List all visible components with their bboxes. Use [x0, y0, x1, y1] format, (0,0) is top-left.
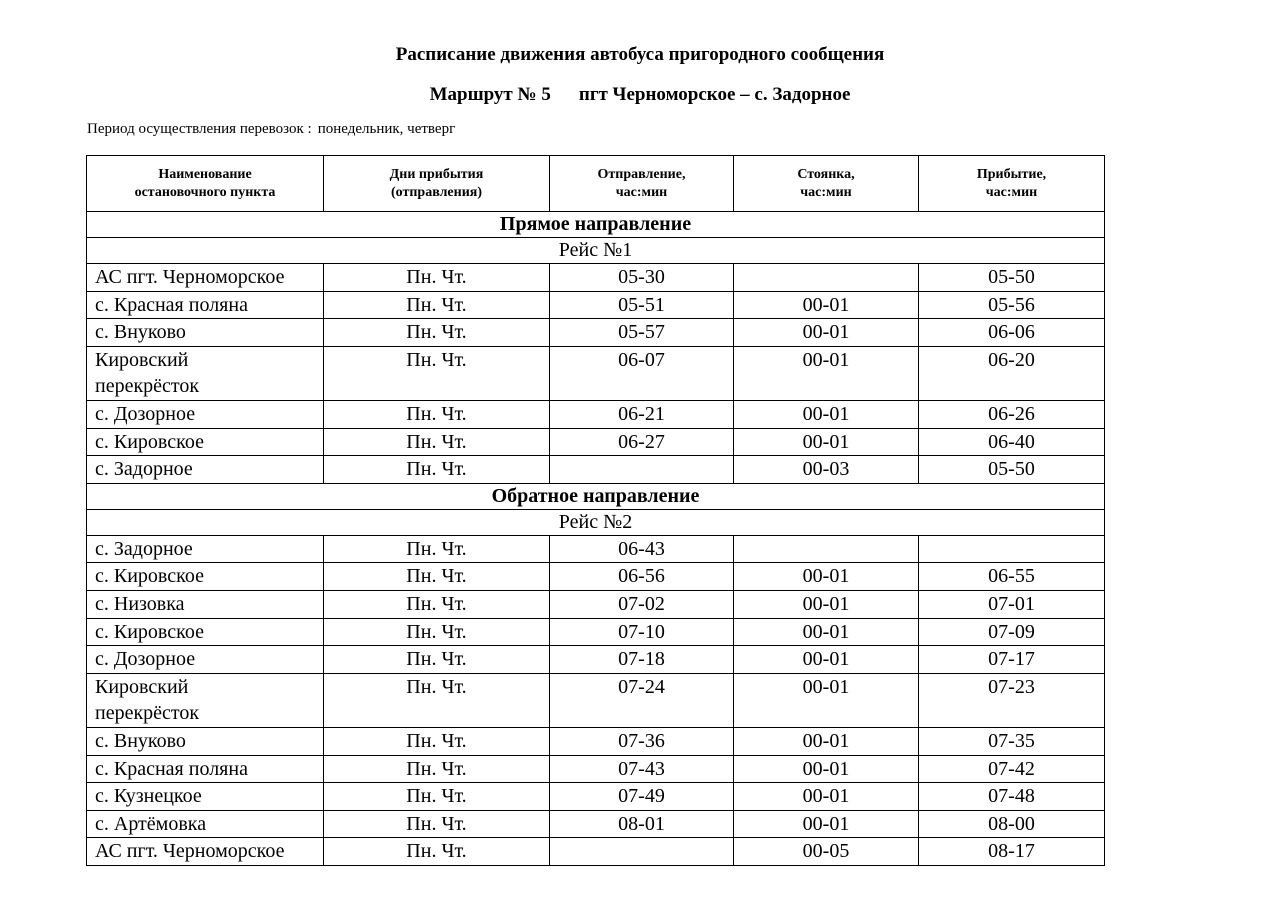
- departure-cell: 07-24: [550, 673, 734, 727]
- departure-cell: 07-49: [550, 783, 734, 811]
- stop-name-cell: [87, 755, 324, 783]
- header-text: Наименование: [158, 166, 252, 182]
- table-row: [87, 400, 1105, 428]
- stop-time-cell: 00-01: [734, 346, 919, 400]
- arrival-cell: 06-40: [919, 428, 1105, 456]
- arrival-cell: 05-56: [919, 291, 1105, 319]
- stop-name: с. Дозорное: [95, 402, 196, 425]
- arrival-cell: 08-00: [919, 810, 1105, 838]
- departure-cell: 06-21: [550, 400, 734, 428]
- stop-name-cell: [87, 456, 324, 484]
- stop-name-cell: [87, 810, 324, 838]
- stop-name: с. Задорное: [95, 537, 193, 560]
- days-cell: Пн. Чт.: [324, 400, 550, 428]
- departure-cell: 07-36: [550, 727, 734, 755]
- arrival-cell: 07-35: [919, 727, 1105, 755]
- stop-time-cell: 00-01: [734, 319, 919, 347]
- stop-name: с. Кировское: [95, 430, 204, 453]
- stop-time-cell: 00-01: [734, 810, 919, 838]
- table-row: [87, 535, 1105, 563]
- stop-name: АС пгт. Черноморское: [95, 840, 285, 863]
- direction-row: [87, 483, 1105, 509]
- table-row: [87, 727, 1105, 755]
- direction-label: Обратное направление: [87, 483, 1105, 509]
- arrival-cell: [919, 535, 1105, 563]
- departure-cell: [550, 838, 734, 866]
- arrival-cell: 05-50: [919, 456, 1105, 484]
- days-cell: Пн. Чт.: [324, 563, 550, 591]
- stop-time-cell: 00-03: [734, 456, 919, 484]
- header-text: (отправления): [390, 184, 483, 200]
- table-row: [87, 783, 1105, 811]
- days-cell: Пн. Чт.: [324, 810, 550, 838]
- stop-time-cell: [734, 264, 919, 292]
- stop-name: с. Низовка: [95, 592, 185, 615]
- table-row: [87, 319, 1105, 347]
- stop-name: с. Внуково: [95, 729, 186, 752]
- stop-name: с. Красная поляна: [95, 757, 248, 780]
- table-row: [87, 456, 1105, 484]
- period-value: понедельник, четверг: [317, 121, 456, 137]
- header-departure: [550, 156, 734, 212]
- table-row: [87, 291, 1105, 319]
- table-row: [87, 618, 1105, 646]
- table-row: [87, 755, 1105, 783]
- stop-name-cell: [87, 264, 324, 292]
- stop-name-cell: [87, 291, 324, 319]
- header-text: час:мин: [800, 184, 852, 200]
- days-cell: Пн. Чт.: [324, 346, 550, 400]
- departure-cell: 06-43: [550, 535, 734, 563]
- arrival-cell: 07-23: [919, 673, 1105, 727]
- stop-name-cell: [87, 727, 324, 755]
- stop-name: с. Красная поляна: [95, 293, 248, 316]
- stop-time-cell: [734, 535, 919, 563]
- days-cell: Пн. Чт.: [324, 838, 550, 866]
- days-cell: Пн. Чт.: [324, 264, 550, 292]
- header-text: час:мин: [985, 184, 1038, 200]
- stop-time-cell: 00-01: [734, 783, 919, 811]
- stop-name: АС пгт. Черноморское: [95, 266, 285, 288]
- route-name: пгт Черноморское – с. Задорное: [578, 84, 851, 105]
- trip-row: [87, 238, 1105, 264]
- arrival-cell: 07-48: [919, 783, 1105, 811]
- days-cell: Пн. Чт.: [324, 428, 550, 456]
- stop-name-cell: [87, 346, 324, 400]
- stop-name: с. Артёмовка: [95, 812, 207, 835]
- header-stop-time: [734, 156, 919, 212]
- stop-time-cell: 00-01: [734, 400, 919, 428]
- days-cell: Пн. Чт.: [324, 618, 550, 646]
- direction-row: [87, 212, 1105, 238]
- departure-cell: 07-02: [550, 590, 734, 618]
- table-row: [87, 264, 1105, 292]
- stop-name: Кировский: [95, 675, 189, 698]
- stop-name-cell: [87, 535, 324, 563]
- header-arrival: [919, 156, 1105, 212]
- header-text: Стоянка,: [797, 166, 855, 182]
- stop-name: перекрёсток: [95, 375, 200, 398]
- departure-cell: 08-01: [550, 810, 734, 838]
- stop-name: с. Задорное: [95, 458, 193, 481]
- header-row: [87, 156, 1105, 212]
- route-number: Маршрут № 5: [429, 84, 551, 105]
- stop-name-cell: [87, 783, 324, 811]
- departure-cell: 06-27: [550, 428, 734, 456]
- stop-time-cell: 00-01: [734, 590, 919, 618]
- stop-name-cell: [87, 618, 324, 646]
- stop-name: Кировский: [95, 348, 189, 371]
- days-cell: Пн. Чт.: [324, 319, 550, 347]
- stop-name-cell: [87, 563, 324, 591]
- stop-name: перекрёсток: [95, 702, 200, 725]
- arrival-cell: 06-06: [919, 319, 1105, 347]
- table-row: [87, 673, 1105, 727]
- table-row: [87, 346, 1105, 400]
- stop-name-cell: [87, 838, 324, 866]
- trip-label: Рейс №1: [87, 238, 1105, 264]
- departure-cell: 05-57: [550, 319, 734, 347]
- document-title: Расписание движения автобуса пригородного сообщения: [395, 44, 885, 65]
- header-stop-name: [87, 156, 324, 212]
- trip-row: [87, 509, 1105, 535]
- departure-cell: 06-07: [550, 346, 734, 400]
- arrival-cell: 07-42: [919, 755, 1105, 783]
- stop-time-cell: 00-01: [734, 727, 919, 755]
- stop-name-cell: [87, 673, 324, 727]
- stop-time-cell: 00-01: [734, 428, 919, 456]
- direction-label: Прямое направление: [87, 212, 1105, 238]
- arrival-cell: 07-17: [919, 646, 1105, 674]
- schedule-table: [86, 155, 1105, 866]
- days-cell: Пн. Чт.: [324, 590, 550, 618]
- table-row: [87, 838, 1105, 866]
- departure-cell: 07-43: [550, 755, 734, 783]
- stop-name-cell: [87, 646, 324, 674]
- table-row: [87, 563, 1105, 591]
- days-cell: Пн. Чт.: [324, 673, 550, 727]
- header-text: час:мин: [615, 184, 668, 200]
- days-cell: Пн. Чт.: [324, 646, 550, 674]
- arrival-cell: 07-01: [919, 590, 1105, 618]
- days-cell: Пн. Чт.: [324, 727, 550, 755]
- stop-time-cell: 00-01: [734, 755, 919, 783]
- days-cell: Пн. Чт.: [324, 456, 550, 484]
- stop-time-cell: 00-01: [734, 563, 919, 591]
- days-cell: Пн. Чт.: [324, 535, 550, 563]
- stop-name: с. Внуково: [95, 321, 186, 344]
- arrival-cell: 06-26: [919, 400, 1105, 428]
- header-days: [324, 156, 550, 212]
- stop-name: с. Кировское: [95, 565, 204, 588]
- stop-time-cell: 00-05: [734, 838, 919, 866]
- header-text: Отправление,: [597, 166, 686, 182]
- table-row: [87, 428, 1105, 456]
- schedule-body: [87, 212, 1105, 866]
- stop-name-cell: [87, 590, 324, 618]
- stop-name-cell: [87, 400, 324, 428]
- stop-time-cell: 00-01: [734, 673, 919, 727]
- departure-cell: 05-51: [550, 291, 734, 319]
- departure-cell: 06-56: [550, 563, 734, 591]
- stop-name: с. Дозорное: [95, 648, 196, 671]
- arrival-cell: 07-09: [919, 618, 1105, 646]
- stop-time-cell: 00-01: [734, 618, 919, 646]
- arrival-cell: 06-55: [919, 563, 1105, 591]
- arrival-cell: 08-17: [919, 838, 1105, 866]
- route-heading: [0, 84, 1280, 106]
- period-label: Период осуществления перевозок :: [87, 121, 312, 137]
- table-row: [87, 590, 1105, 618]
- stop-name: с. Кировское: [95, 620, 204, 643]
- table-row: [87, 646, 1105, 674]
- header-text: Дни прибытия: [389, 166, 484, 182]
- arrival-cell: 05-50: [919, 264, 1105, 292]
- departure-cell: 07-18: [550, 646, 734, 674]
- header-text: Прибытие,: [976, 166, 1047, 182]
- days-cell: Пн. Чт.: [324, 755, 550, 783]
- stop-name-cell: [87, 319, 324, 347]
- stop-time-cell: 00-01: [734, 646, 919, 674]
- stop-name: с. Кузнецкое: [95, 785, 202, 808]
- stop-name-cell: [87, 428, 324, 456]
- departure-cell: [550, 456, 734, 484]
- departure-cell: 07-10: [550, 618, 734, 646]
- days-cell: Пн. Чт.: [324, 783, 550, 811]
- trip-label: Рейс №2: [87, 509, 1105, 535]
- operating-period: [87, 121, 455, 138]
- table-row: [87, 810, 1105, 838]
- days-cell: Пн. Чт.: [324, 291, 550, 319]
- departure-cell: 05-30: [550, 264, 734, 292]
- stop-time-cell: 00-01: [734, 291, 919, 319]
- header-text: остановочного пункта: [134, 184, 276, 200]
- arrival-cell: 06-20: [919, 346, 1105, 400]
